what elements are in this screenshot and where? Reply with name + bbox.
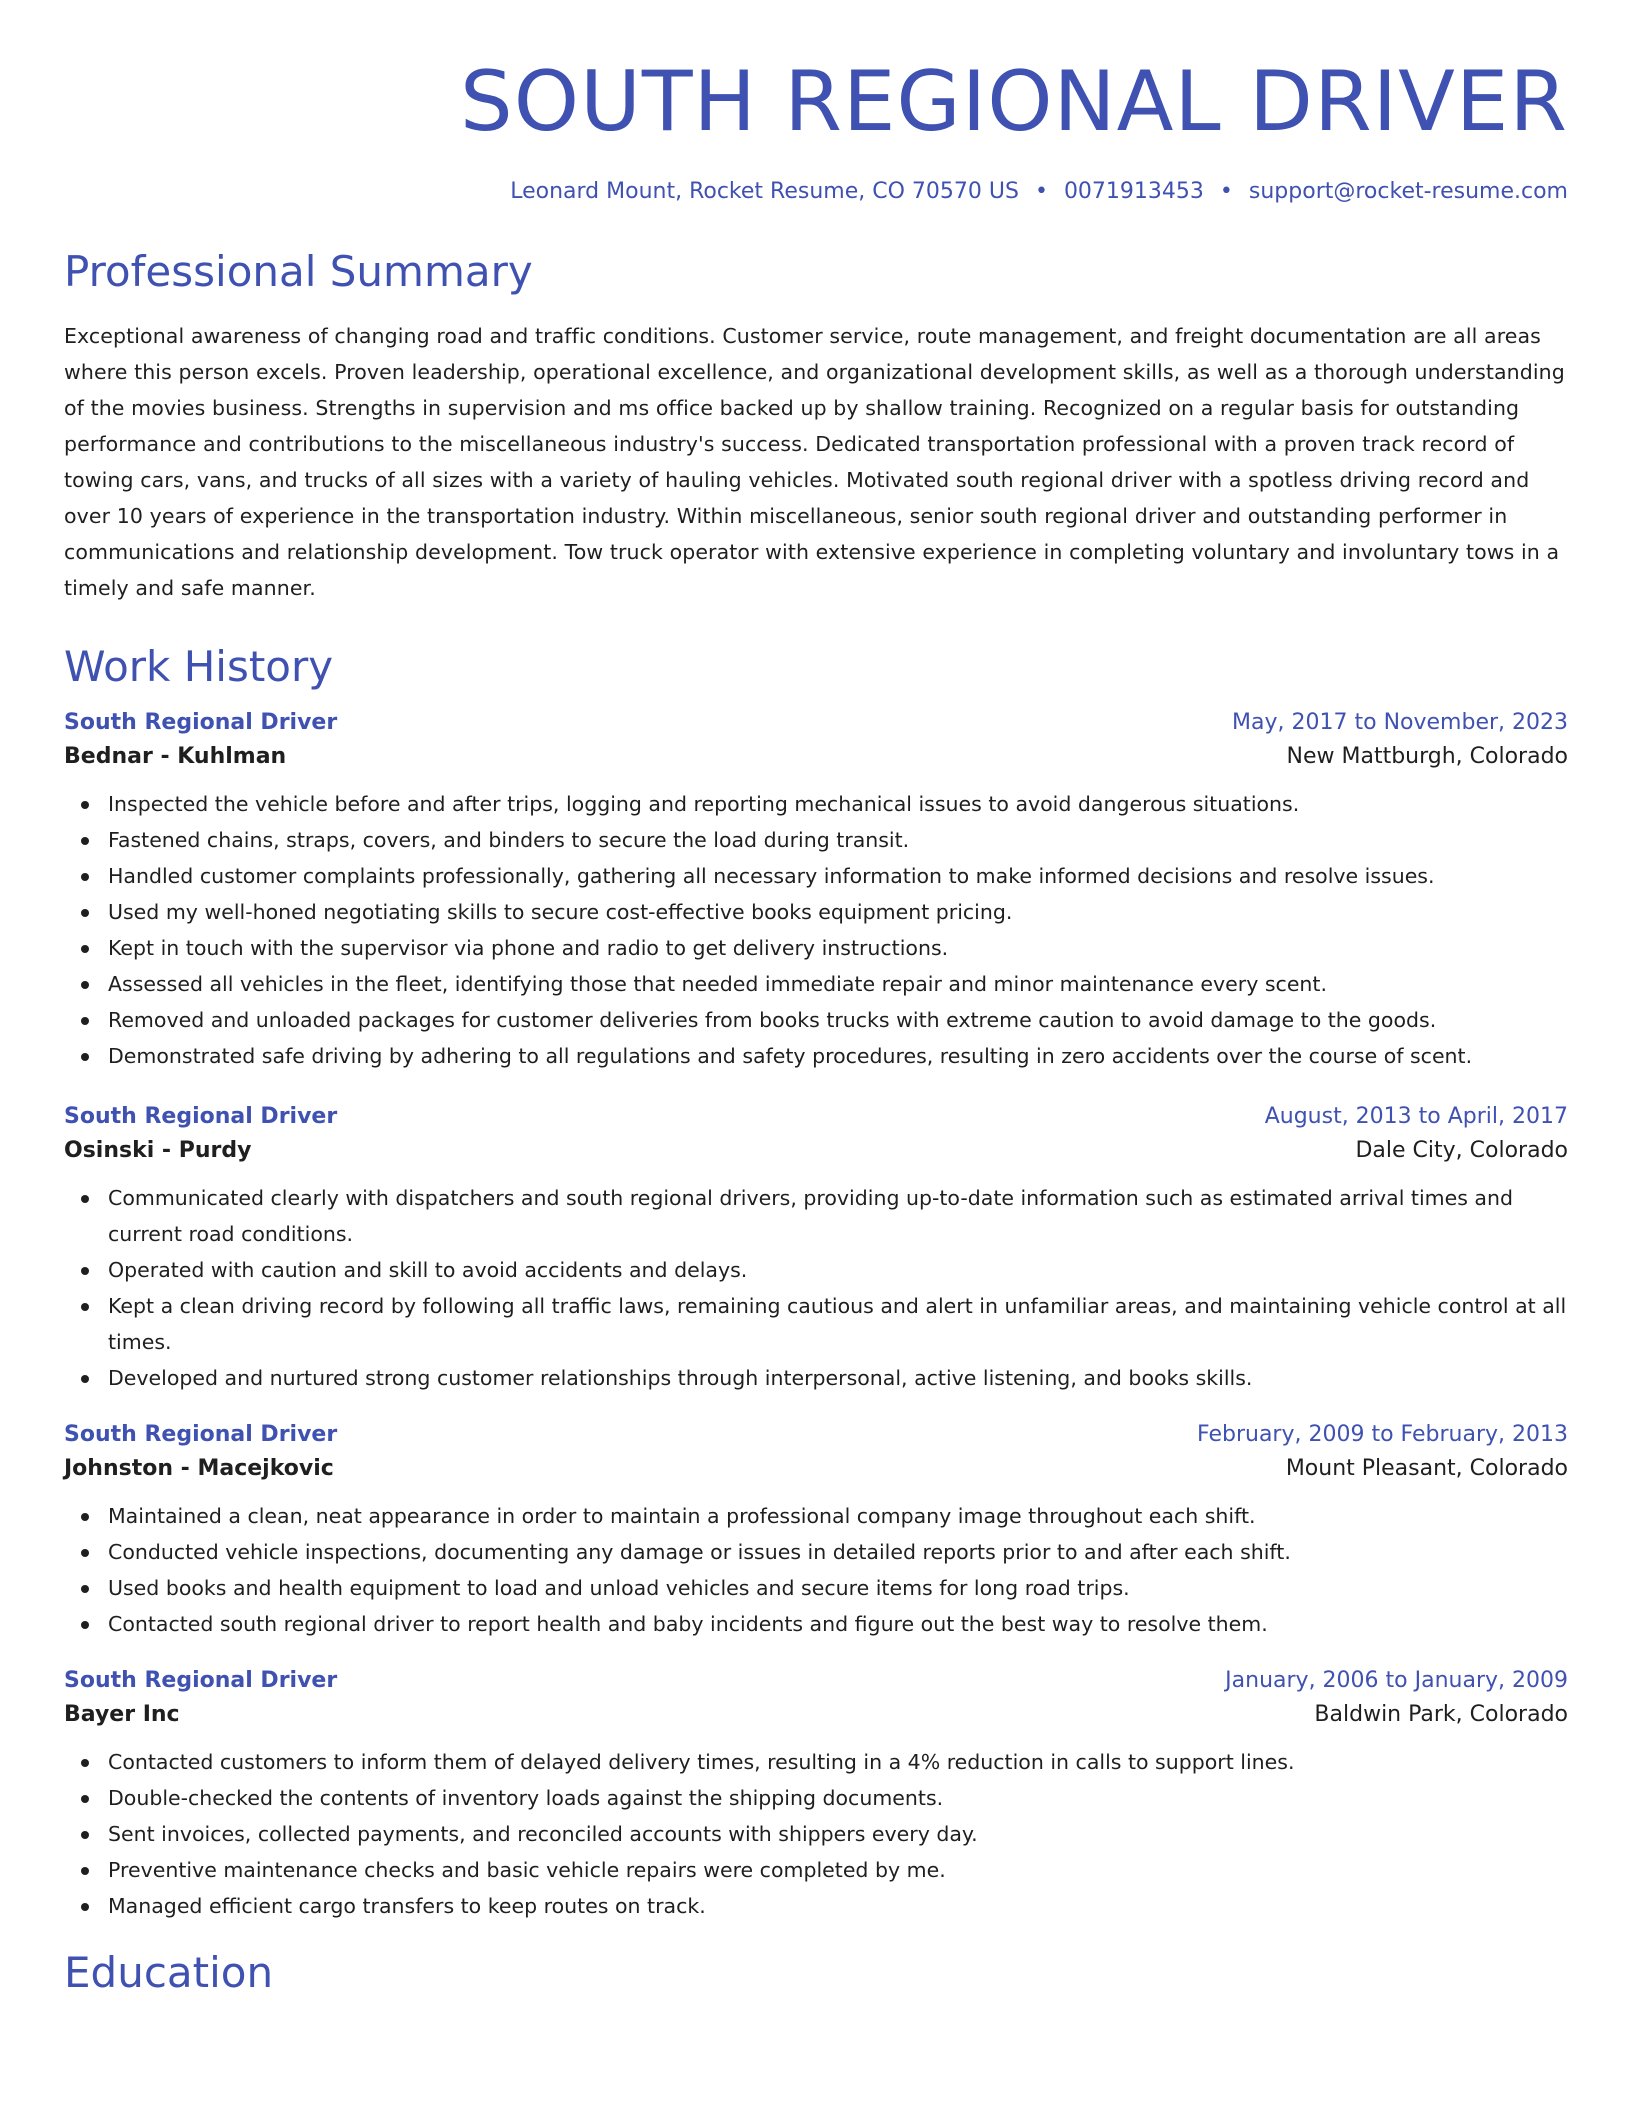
job-entry (64, 706, 1568, 1074)
job-bullet: Developed and nurtured strong customer relationships through interpersonal, active listening, and books skills. (108, 1360, 1568, 1396)
job-location: Dale City, Colorado (1355, 1138, 1568, 1164)
job-bullet: Managed efficient cargo transfers to keep routes on track. (108, 1888, 1568, 1924)
job-entry (64, 1418, 1568, 1642)
job-bullet: Kept a clean driving record by following all traffic laws, remaining cautious and alert in unfamiliar areas, and maintaining vehicle control at all times. (108, 1288, 1568, 1360)
job-company-row (64, 1698, 1568, 1732)
job-role: South Regional Driver (64, 1422, 338, 1448)
contact-phone: 0071913453 (1063, 179, 1204, 205)
job-bullet: Double-checked the contents of inventory loads against the shipping documents. (108, 1780, 1568, 1816)
job-bullet: Fastened chains, straps, covers, and binders to secure the load during transit. (108, 822, 1568, 858)
job-entry (64, 1100, 1568, 1396)
job-bullet-list (64, 1498, 1568, 1642)
job-company: Bednar - Kuhlman (64, 744, 287, 770)
contact-email[interactable]: support@rocket-resume.com (1248, 179, 1568, 205)
job-company-row (64, 1452, 1568, 1486)
job-bullet-list (64, 786, 1568, 1074)
job-title-row (64, 1664, 1568, 1698)
job-bullet: Operated with caution and skill to avoid accidents and delays. (108, 1252, 1568, 1288)
job-bullet: Assessed all vehicles in the fleet, identifying those that needed immediate repair and minor maintenance every scent. (108, 966, 1568, 1002)
resume-page (64, 0, 1568, 1999)
job-list (64, 706, 1568, 1924)
job-bullet: Contacted customers to inform them of delayed delivery times, resulting in a 4% reduction in calls to support lines. (108, 1744, 1568, 1780)
job-company-row (64, 1134, 1568, 1168)
job-bullet: Removed and unloaded packages for customer deliveries from books trucks with extreme caution to avoid damage to the goods. (108, 1002, 1568, 1038)
job-dates: January, 2006 to January, 2009 (1225, 1668, 1568, 1694)
job-bullet: Conducted vehicle inspections, documenting any damage or issues in detailed reports prior to and after each shift. (108, 1534, 1568, 1570)
job-company: Johnston - Macejkovic (64, 1456, 334, 1482)
resume-title: SOUTH REGIONAL DRIVER (460, 53, 1568, 150)
job-bullet: Preventive maintenance checks and basic vehicle repairs were completed by me. (108, 1852, 1568, 1888)
job-dates: February, 2009 to February, 2013 (1197, 1422, 1568, 1448)
resume-header (64, 54, 1568, 207)
job-company-row (64, 740, 1568, 774)
job-bullet: Inspected the vehicle before and after trips, logging and reporting mechanical issues to avoid dangerous situations. (108, 786, 1568, 822)
job-title-row (64, 706, 1568, 740)
contact-separator: • (1034, 179, 1048, 205)
job-bullet: Demonstrated safe driving by adhering to all regulations and safety procedures, resulting in zero accidents over the course of scent. (108, 1038, 1568, 1074)
job-bullet: Used books and health equipment to load and unload vehicles and secure items for long road trips. (108, 1570, 1568, 1606)
job-role: South Regional Driver (64, 710, 338, 736)
job-role: South Regional Driver (64, 1104, 338, 1130)
job-title-row (64, 1418, 1568, 1452)
job-role: South Regional Driver (64, 1668, 338, 1694)
job-company: Bayer Inc (64, 1702, 180, 1728)
job-bullet: Communicated clearly with dispatchers and south regional drivers, providing up-to-date information such as estimated arrival times and current road conditions. (108, 1180, 1568, 1252)
job-bullet: Kept in touch with the supervisor via phone and radio to get delivery instructions. (108, 930, 1568, 966)
job-location: Mount Pleasant, Colorado (1285, 1456, 1568, 1482)
job-bullet-list (64, 1744, 1568, 1924)
contact-address: Leonard Mount, Rocket Resume, CO 70570 US (510, 179, 1019, 205)
job-location: Baldwin Park, Colorado (1314, 1702, 1568, 1728)
job-bullet: Maintained a clean, neat appearance in order to maintain a professional company image throughout each shift. (108, 1498, 1568, 1534)
job-company: Osinski - Purdy (64, 1138, 252, 1164)
job-bullet: Used my well-honed negotiating skills to secure cost-effective books equipment pricing. (108, 894, 1568, 930)
job-bullet-list (64, 1180, 1568, 1396)
education-heading: Education (64, 1948, 274, 1998)
job-location: New Mattburgh, Colorado (1286, 744, 1568, 770)
job-dates: May, 2017 to November, 2023 (1232, 710, 1568, 736)
job-entry (64, 1664, 1568, 1924)
contact-separator: • (1219, 179, 1233, 205)
summary-text: Exceptional awareness of changing road and traffic conditions. Customer service, route management, and freight documentation are all areas where this person excels. Proven leadership, operational excellence, and organizational development skills, as well as a thorough understanding of the movies business. Strengths in supervision and ms office backed up by shallow training. Recognized on a regular basis for outstanding performance and contributions to the miscellaneous industry's success. Dedicated transportation professional with a proven track record of towing cars, vans, and trucks of all sizes with a variety of hauling vehicles. Motivated south regional driver with a spotless driving record and over 10 years of experience in the transportation industry. Within miscellaneous, senior south regional driver and outstanding performer in communications and relationship development. Tow truck operator with extensive experience in completing voluntary and involuntary tows in a timely and safe manner. (64, 323, 1565, 600)
contact-line (64, 177, 1568, 207)
job-bullet: Contacted south regional driver to report health and baby incidents and figure out the best way to resolve them. (108, 1606, 1568, 1642)
summary-heading: Professional Summary (64, 247, 533, 297)
job-bullet: Handled customer complaints professionally, gathering all necessary information to make informed decisions and resolve issues. (108, 858, 1568, 894)
job-bullet: Sent invoices, collected payments, and reconciled accounts with shippers every day. (108, 1816, 1568, 1852)
job-title-row (64, 1100, 1568, 1134)
work-history-heading: Work History (64, 641, 334, 691)
job-dates: August, 2013 to April, 2017 (1264, 1104, 1568, 1130)
